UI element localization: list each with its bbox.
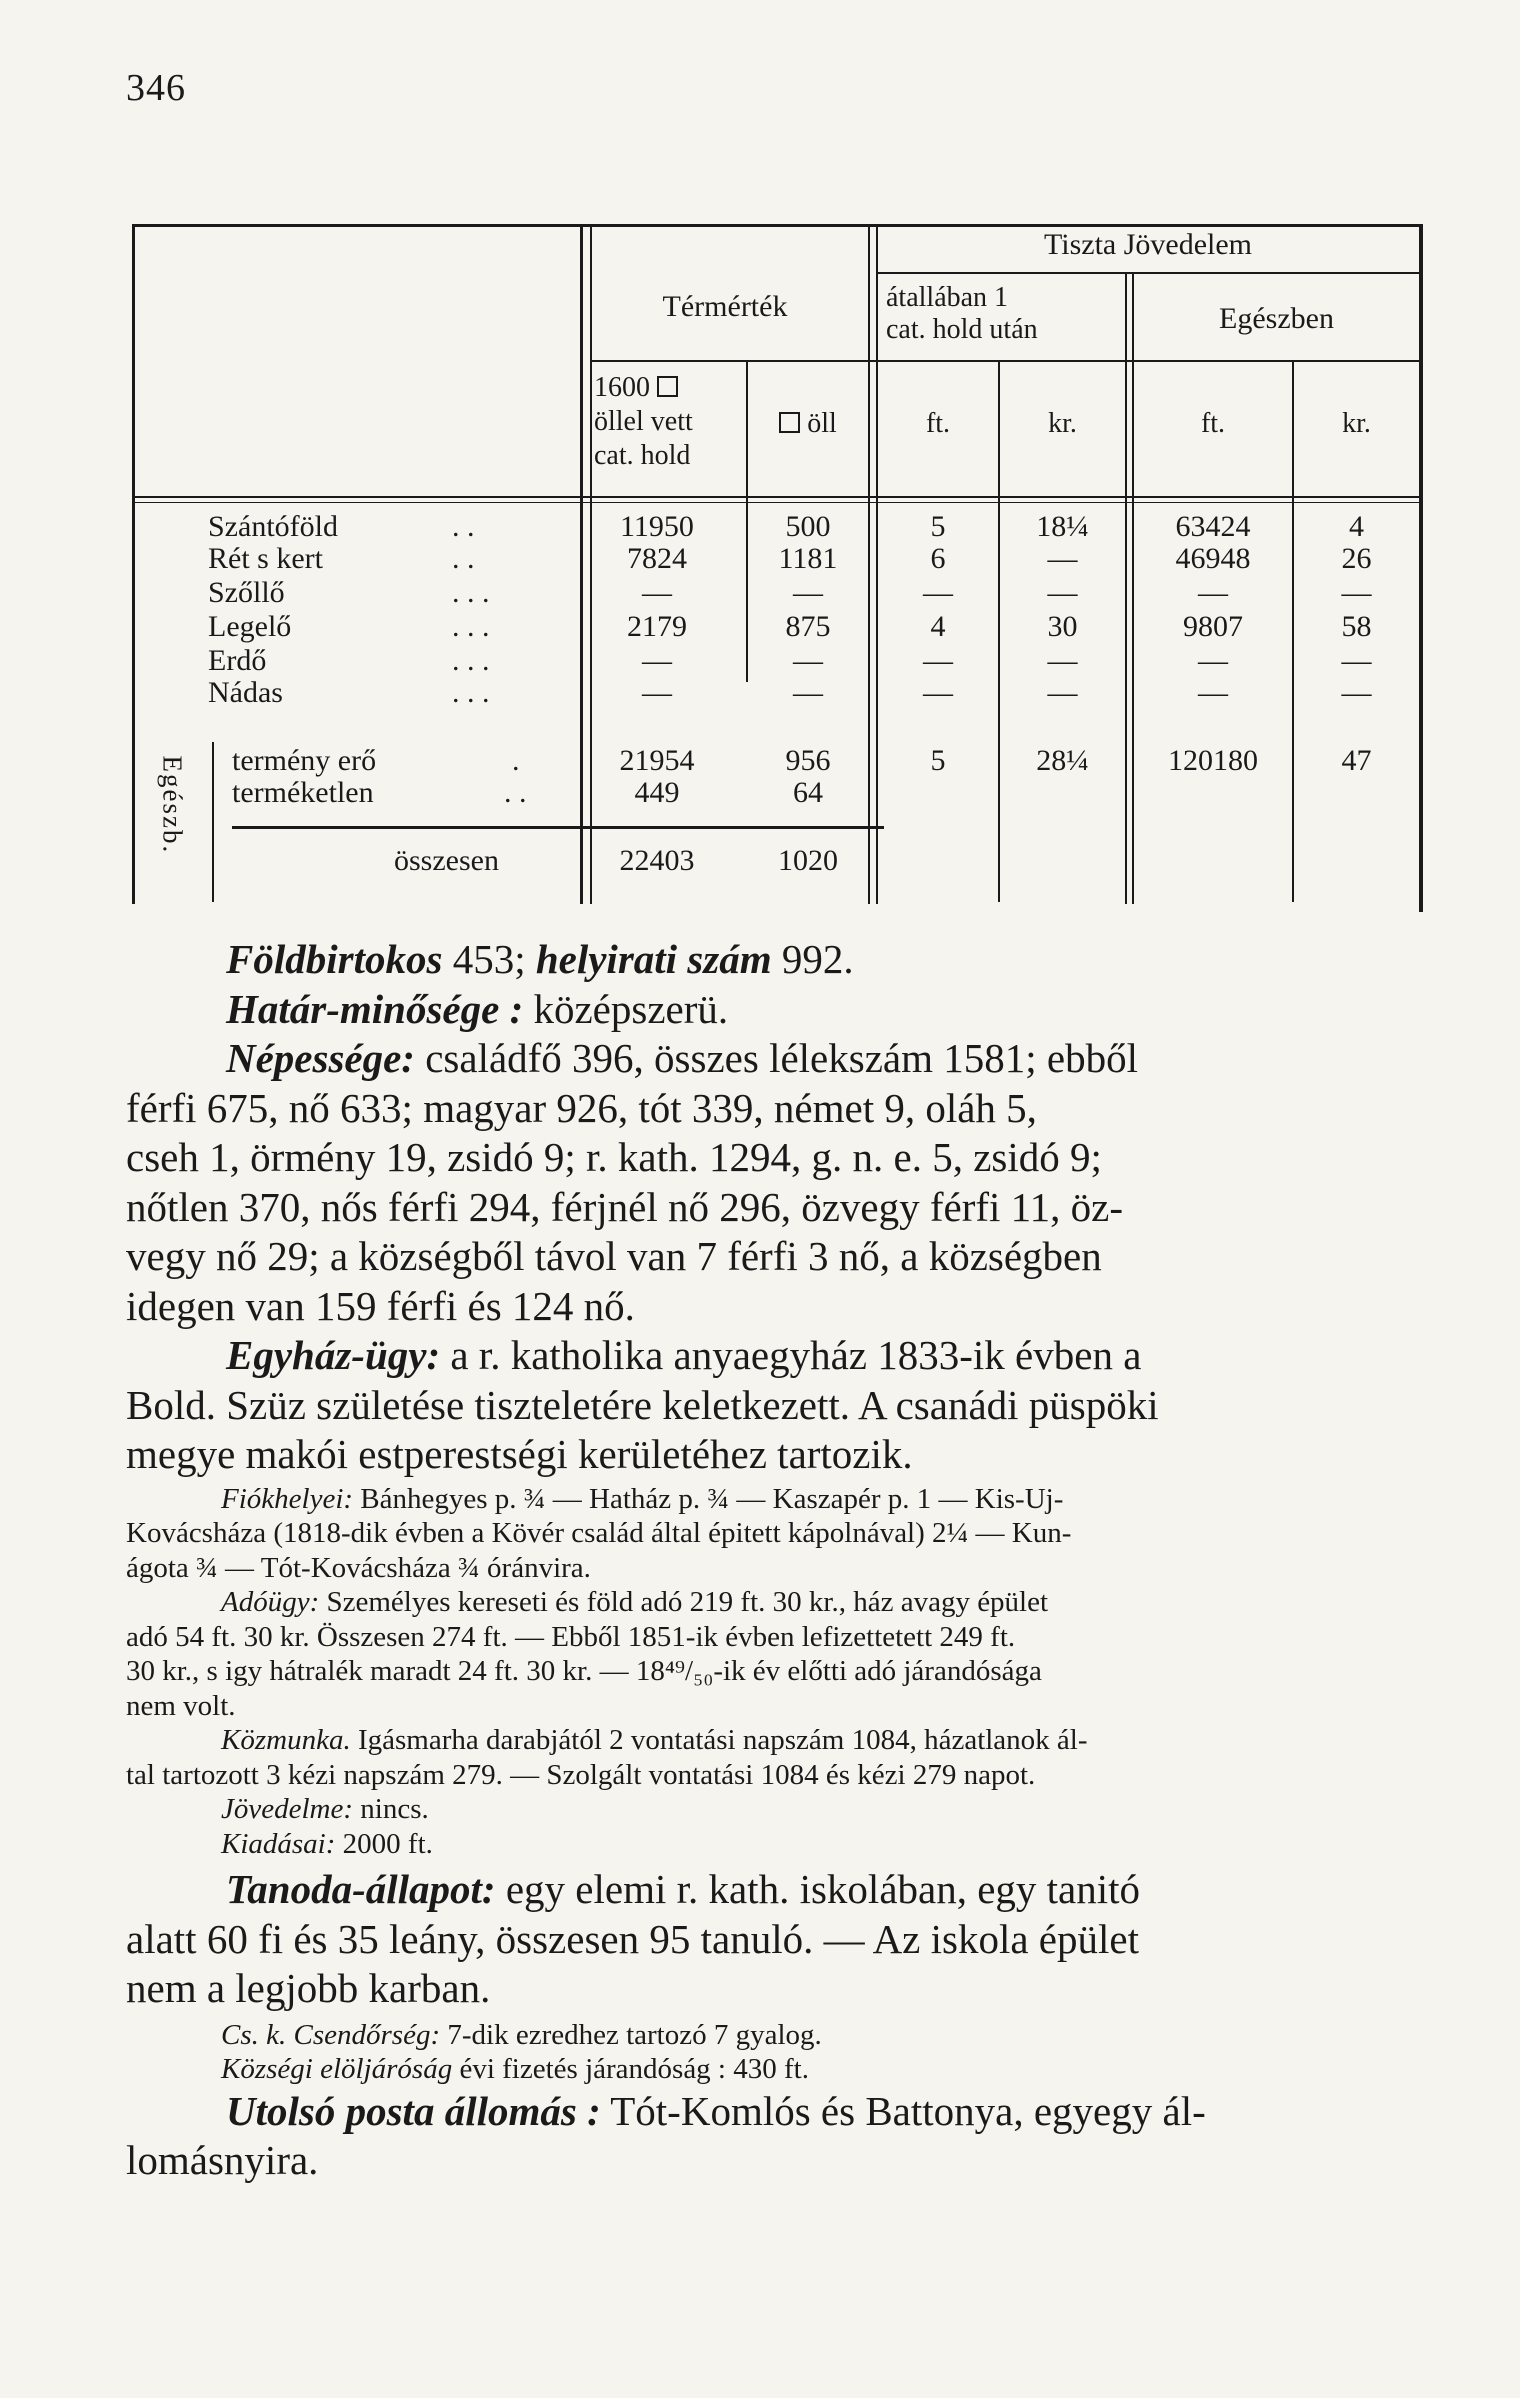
paragraph-posta: Utolsó posta állomás : Tót-Komlós és Battonya, egyegy ál- lomásnyira. <box>126 2087 1206 2183</box>
leader-dots: . <box>512 744 520 777</box>
page-number: 346 <box>126 67 186 109</box>
row-label: Szőllő <box>208 576 285 609</box>
table-cell: 7824 <box>627 542 687 575</box>
table-cell: — <box>1047 576 1078 609</box>
table-cell: — <box>923 576 953 609</box>
leader-dots: . . . <box>452 610 490 643</box>
table-cell: — <box>642 644 672 677</box>
leader-dots: . . <box>452 510 475 543</box>
table-cell: — <box>1047 676 1078 709</box>
table-cell: — <box>642 676 672 709</box>
row-label: Szántóföld <box>208 510 338 543</box>
table-cell: 956 <box>785 744 831 777</box>
row-label: Nádas <box>208 676 283 709</box>
table-cell: 47 <box>1341 744 1372 777</box>
table-cell: 9807 <box>1183 610 1243 643</box>
table-cell: 64 <box>793 776 823 809</box>
header-tiszta-jovedelem: Tiszta Jövedelem <box>1043 228 1253 261</box>
header-kr-1: kr. <box>1048 408 1077 439</box>
sum-row-label: terméketlen <box>232 776 374 809</box>
paragraph-fiokhelyei: Fiókhelyei: Bánhegyes p. ¾ — Hatház p. ¾ — Kaszapér p. 1 — Kis-Uj- Kovácsháza (1818-dik évben a Kövér család által épitett kápolnával) 2¼ — Kun- ágota ¾ — Tót-Kovácsháza ¾ óránvira. <box>126 1482 1072 1584</box>
paragraph-nepesseg: Népessége: családfő 396, összes lélekszám 1581; ebből férfi 675, nő 633; magyar 926, tót 339, német 9, oláh 5, cseh 1, örmény 19, zsidó 9; r. kath. 1294, g. n. e. 5, zsidó 9; nőtlen 370, nős férfi 294, férjnél nő 296, özvegy férfi 11, öz- vegy nő 29; a községből távol van 7 férfi 3 nő, a községben idegen van 159 férfi és 124 nő. <box>126 1035 1138 1329</box>
table-cell: 26 <box>1341 542 1372 575</box>
header-oll: öll <box>748 410 868 438</box>
header-ft-1: ft. <box>925 408 951 439</box>
row-label: Legelő <box>208 610 292 643</box>
sum-row-label: termény erő <box>232 744 377 777</box>
paragraph-eloljarosag: Községi elöljáróság évi fizetés járandóság : 430 ft. <box>221 2053 809 2085</box>
table-cell: — <box>793 644 823 677</box>
table-cell: — <box>1047 542 1078 575</box>
table-cell: 6 <box>930 542 946 575</box>
table-cell: 46948 <box>1175 542 1251 575</box>
header-ft-2: ft. <box>1200 408 1226 439</box>
paragraph-jovedelme: Jövedelme: nincs. <box>221 1793 429 1825</box>
paragraph-tanoda: Tanoda-állapot: egy elemi r. kath. iskolában, egy tanitó alatt 60 fi és 35 leány, összesen 95 tanuló. — Az iskola épület nem a legjobb karban. <box>126 1866 1141 2011</box>
square-icon <box>779 412 800 433</box>
table-cell: 21954 <box>619 744 695 777</box>
table-cell: 120180 <box>1168 744 1258 777</box>
table-cell: — <box>1198 676 1228 709</box>
table-cell: — <box>1341 576 1372 609</box>
header-kr-2: kr. <box>1342 408 1371 439</box>
header-termertek: Térmérték <box>662 290 788 323</box>
total-cell: 22403 <box>619 844 695 877</box>
side-label-egeszb: Egészb. <box>157 755 188 855</box>
paragraph-hatar: Határ-minősége : középszerü. <box>226 985 729 1032</box>
table-cell: — <box>1198 576 1228 609</box>
leader-dots: . . . <box>452 576 490 609</box>
paragraph-csendorseg: Cs. k. Csendőrség: 7-dik ezredhez tartozó 7 gyalog. <box>221 2018 822 2051</box>
table-cell: — <box>1047 644 1078 677</box>
table-cell: 1181 <box>778 542 838 575</box>
body-text <box>126 935 1426 2186</box>
total-cell: 1020 <box>778 844 838 877</box>
table-cell: 11950 <box>620 510 694 543</box>
table-cell: 449 <box>634 776 680 809</box>
statistics-table <box>132 212 1422 912</box>
table-cell: — <box>642 576 672 609</box>
table-cell: — <box>1198 644 1228 677</box>
table-cell: — <box>1341 644 1372 677</box>
leader-dots: . . . <box>452 644 490 677</box>
header-cat-hold: cat. hold <box>594 440 691 471</box>
paragraph-egyhaz: Egyház-ügy: a r. katholika anyaegyház 1833-ik évben a Bold. Szüz születése tiszteletére keletkezett. A csanádi püspöki megye makói estperestségi kerületéhez tartozik. <box>126 1332 1159 1477</box>
table-cell: — <box>923 676 953 709</box>
square-icon <box>657 376 678 397</box>
table-cell: 2179 <box>627 610 687 643</box>
paragraph-kozmunka: Közmunka. Igásmarha darabjától 2 vontatási napszám 1084, házatlanok ál- tal tartozott 3 kézi napszám 279. — Szolgált vontatási 1084 és kézi 279 napot. <box>126 1724 1088 1791</box>
header-atallaban-1: átallában 1 <box>886 282 1009 313</box>
total-label: összesen <box>394 844 499 877</box>
row-label: Rét s kert <box>208 542 323 575</box>
leader-dots: . . <box>452 542 475 575</box>
table-cell: 5 <box>930 744 946 777</box>
paragraph-adougy: Adóügy: Személyes kereseti és föld adó 219 ft. 30 kr., ház avagy épület adó 54 ft. 30 kr. Összesen 274 ft. — Ebből 1851-ik évben lefizettetett 249 ft. 30 kr., s igy hátralék maradt 24 ft. 30 kr. — 18⁴⁹/₅₀-ik év előtti adó járandósága nem volt. <box>126 1586 1049 1722</box>
paragraph-kiadasai: Kiadásai: 2000 ft. <box>221 1827 433 1860</box>
table-cell: 875 <box>785 610 831 643</box>
table-cell: 5 <box>930 510 946 543</box>
table-cell: 4 <box>1349 510 1364 543</box>
leader-dots: . . . <box>452 676 490 709</box>
header-atallaban-2: cat. hold után <box>886 314 1038 345</box>
table-cell: 18¼ <box>1036 510 1089 543</box>
row-label: Erdő <box>208 644 267 677</box>
header-ollel-vett: öllel vett <box>594 406 693 437</box>
table-cell: — <box>793 676 823 709</box>
header-1600: 1600 <box>594 374 678 402</box>
table-cell: 4 <box>930 610 946 643</box>
table-cell: 28¼ <box>1036 744 1089 777</box>
table-cell: — <box>793 576 823 609</box>
table-cell: 63424 <box>1175 510 1251 543</box>
table-cell: — <box>1341 676 1372 709</box>
table-cell: — <box>923 644 953 677</box>
header-egeszben: Egészben <box>1219 302 1334 335</box>
table-cell: 58 <box>1341 610 1372 643</box>
table-cell: 500 <box>785 510 831 543</box>
leader-dots: . . <box>504 776 527 809</box>
table-cell: 30 <box>1047 610 1078 643</box>
paragraph-foldbirtokos: Földbirtokos 453; helyirati szám 992. <box>226 936 854 982</box>
